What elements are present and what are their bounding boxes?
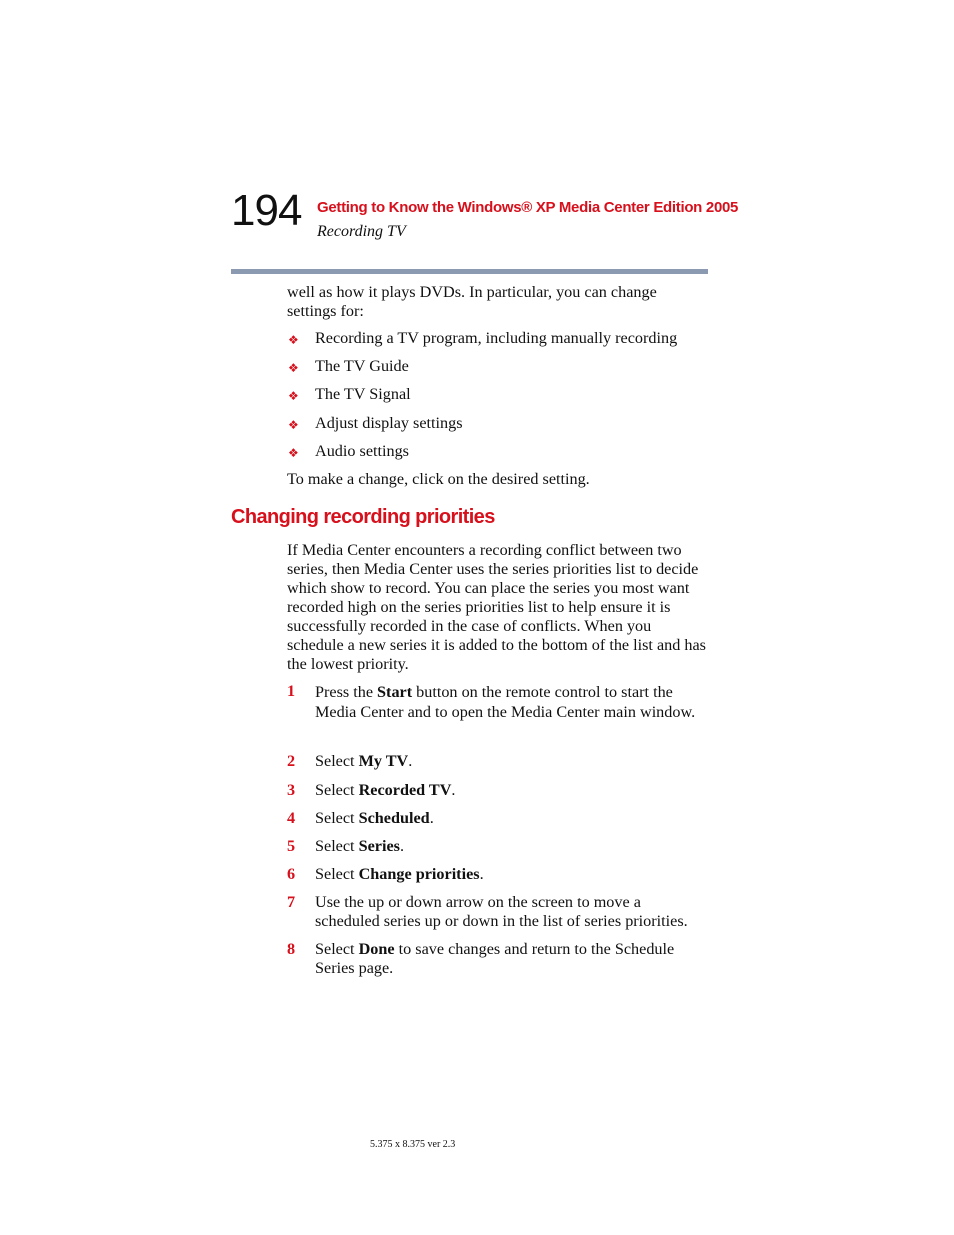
section-heading: Changing recording priorities <box>231 506 495 528</box>
step-number: 2 <box>287 752 296 770</box>
step-1 <box>287 682 707 722</box>
step-number: 7 <box>287 893 296 911</box>
list-item-text: Recording a TV program, including manually recording <box>315 329 678 347</box>
step-number: 5 <box>287 837 296 855</box>
step-5 <box>287 837 707 856</box>
list-item <box>287 329 707 357</box>
list-item <box>287 414 707 442</box>
step-number: 3 <box>287 781 296 799</box>
step-text: Press the Start button on the remote control to start the Media Center and to open the Media Center main window. <box>315 683 696 721</box>
chapter-title: Getting to Know the Windows® XP Media Center Edition 2005 <box>317 199 739 216</box>
settings-bullet-list <box>287 329 707 470</box>
diamond-bullet-icon: ❖ <box>288 333 299 347</box>
list-item <box>287 385 707 413</box>
section-paragraph: If Media Center encounters a recording conflict between two series, then Media Center uses the series priorities list to decide which show to record. You can place the series you most want recorded high on the series priorities list to help ensure it is successfully recorded in the case of conflicts. When you schedule a new series it is added to the bottom of the list and has the lowest priority. <box>287 541 706 673</box>
diamond-bullet-icon: ❖ <box>288 361 299 376</box>
diamond-bullet-icon: ❖ <box>288 445 299 460</box>
list-item-text: Audio settings <box>315 441 409 460</box>
after-bullets-text: To make a change, click on the desired setting. <box>287 470 590 488</box>
step-text: Select Done to save changes and return to the Schedule Series page. <box>315 940 675 977</box>
step-text: Use the up or down arrow on the screen to move a scheduled series up or down in the list of series priorities. <box>315 893 688 930</box>
step-7 <box>287 893 707 931</box>
step-number: 8 <box>287 940 296 958</box>
step-text: Select Recorded TV. <box>315 781 456 799</box>
step-3 <box>287 781 707 800</box>
list-item-text: The TV Signal <box>315 385 411 404</box>
footer-version: 5.375 x 8.375 ver 2.3 <box>370 1139 456 1150</box>
list-item <box>287 357 707 385</box>
step-number: 6 <box>287 865 296 883</box>
diamond-bullet-icon: ❖ <box>288 417 299 432</box>
step-4 <box>287 809 707 828</box>
list-item-text: Adjust display settings <box>315 413 463 432</box>
step-number: 1 <box>287 682 296 700</box>
step-text: Select Change priorities. <box>315 865 484 883</box>
step-text: Select Series. <box>315 837 405 855</box>
step-8 <box>287 940 707 978</box>
diamond-bullet-icon: ❖ <box>288 389 299 404</box>
step-number: 4 <box>287 809 296 827</box>
section-subtitle: Recording TV <box>317 223 406 240</box>
page-number: 194 <box>231 186 302 235</box>
step-text: Select Scheduled. <box>315 809 434 827</box>
header-rule <box>231 269 708 274</box>
step-text: Select My TV. <box>315 752 413 770</box>
intro-paragraph: well as how it plays DVDs. In particular, you can change settings for: <box>287 283 657 320</box>
list-item <box>287 442 707 470</box>
step-6 <box>287 865 707 884</box>
step-2 <box>287 752 707 771</box>
list-item-text: The TV Guide <box>315 357 409 376</box>
